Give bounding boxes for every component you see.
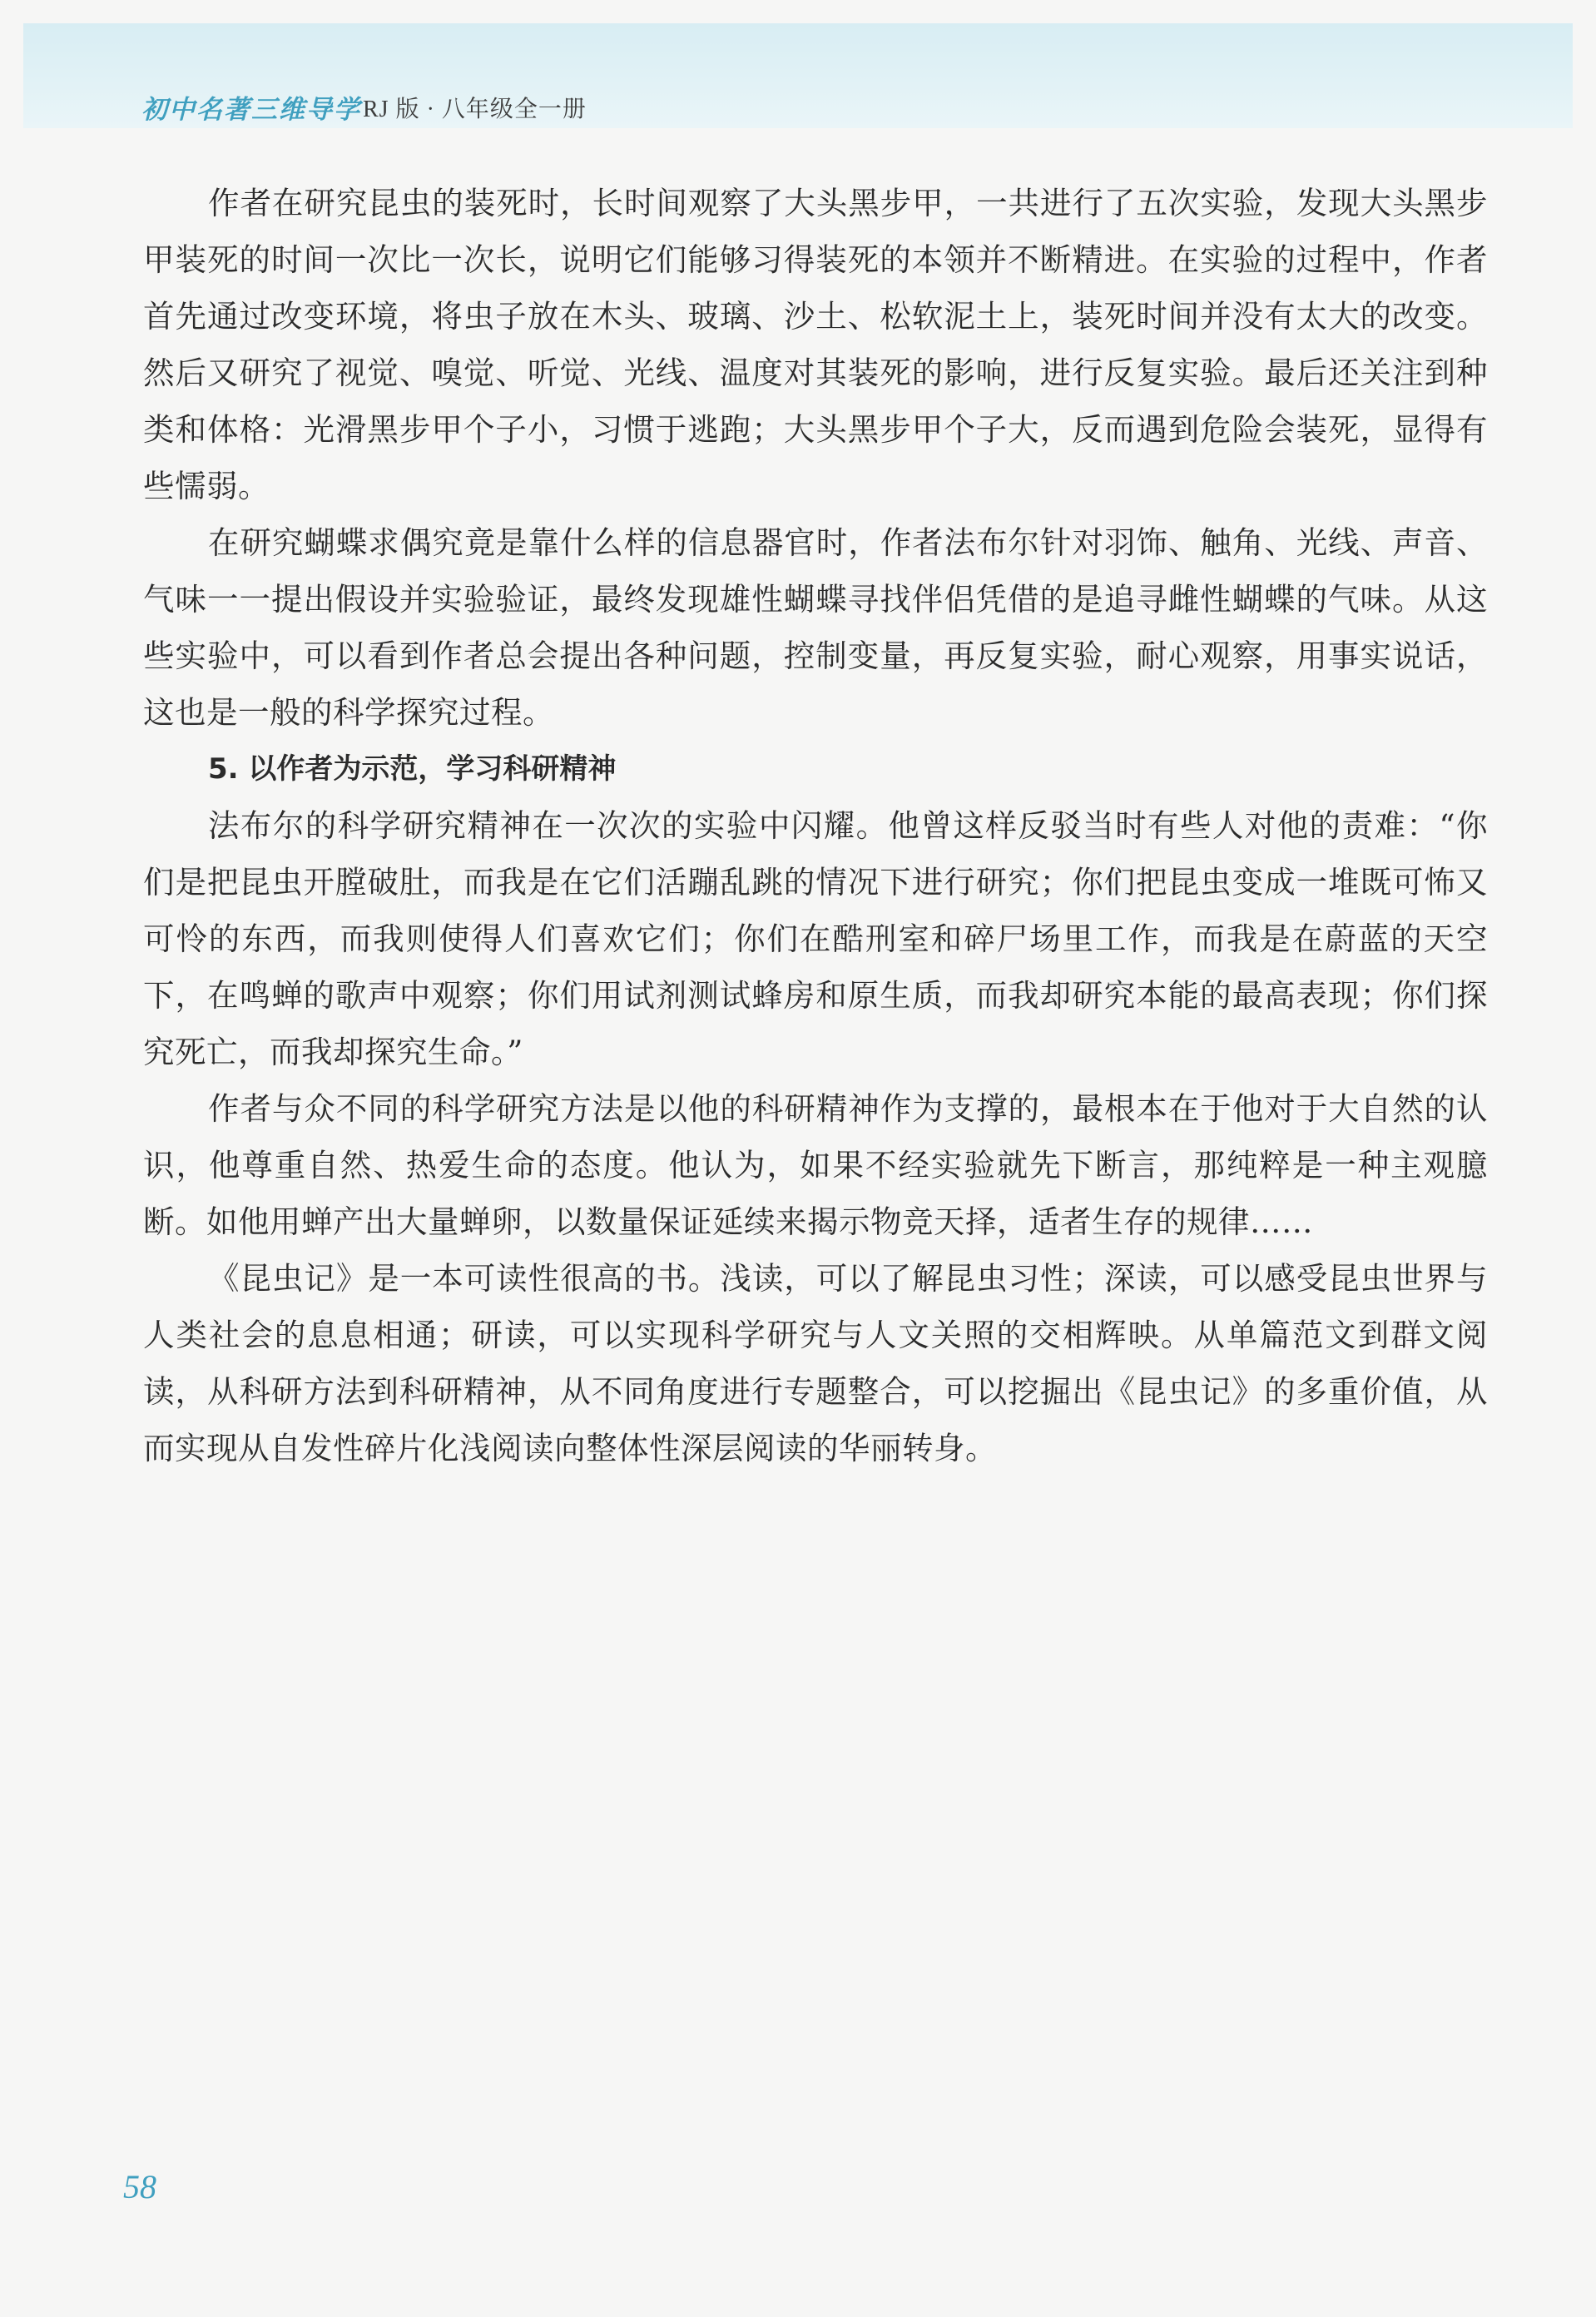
page-number: 58: [123, 2168, 156, 2205]
series-title: 初中名著三维导学: [141, 95, 361, 125]
paragraph: 作者在研究昆虫的装死时，长时间观察了大头黑步甲，一共进行了五次实验，发现大头黑步甲装死的时间一次比一次长，说明它们能够习得装死的本领并不断精进。在实验的过程中，作者首先通过改变环境，将虫子放在木头、玻璃、沙土、松软泥土上，装死时间并没有太大的改变。然后又研究了视觉、嗅觉、听觉、光线、温度对其装死的影响，进行反复实验。最后还关注到种类和体格：光滑黑步甲个子小，习惯于逃跑；大头黑步甲个子大，反而遇到危险会装死，显得有些懦弱。: [143, 185, 1488, 504]
section-heading: 5. 以作者为示范，学习科研精神: [208, 752, 617, 786]
paragraph: 在研究蝴蝶求偶究竟是靠什么样的信息器官时，作者法布尔针对羽饰、触角、光线、声音、气味一一提出假设并实验验证，最终发现雄性蝴蝶寻找伴侣凭借的是追寻雌性蝴蝶的气味。从这些实验中，可以看到作者总会提出各种问题，控制变量，再反复实验，耐心观察，用事实说话，这也是一般的科学探究过程。: [143, 524, 1488, 731]
body-text: [143, 175, 1488, 1476]
paragraph: 《昆虫记》是一本可读性很高的书。浅读，可以了解昆虫习性；深读，可以感受昆虫世界与人类社会的息息相通；研读，可以实现科学研究与人文关照的交相辉映。从单篇范文到群文阅读，从科研方法到科研精神，从不同角度进行专题整合，可以挖掘出《昆虫记》的多重价值，从而实现从自发性碎片化浅阅读向整体性深层阅读的华丽转身。: [143, 1260, 1488, 1466]
edition-label: RJ 版 · 八年级全一册: [363, 97, 587, 122]
paragraph: 法布尔的科学研究精神在一次次的实验中闪耀。他曾这样反驳当时有些人对他的责难：“你们是把昆虫开膛破肚，而我是在它们活蹦乱跳的情况下进行研究；你们把昆虫变成一堆既可怖又可怜的东西，而我则使得人们喜欢它们；你们在酷刑室和碎尸场里工作，而我是在蔚蓝的天空下，在鸣蝉的歌声中观察；你们用试剂测试蜂房和原生质，而我却研究本能的最高表现；你们探究死亡，而我却探究生命。”: [143, 807, 1488, 1070]
paragraph: 作者与众不同的科学研究方法是以他的科研精神作为支撑的，最根本在于他对于大自然的认识，他尊重自然、热爱生命的态度。他认为，如果不经实验就先下断言，那纯粹是一种主观臆断。如他用蝉产出大量蝉卵，以数量保证延续来揭示物竞天择，适者生存的规律……: [143, 1090, 1488, 1240]
